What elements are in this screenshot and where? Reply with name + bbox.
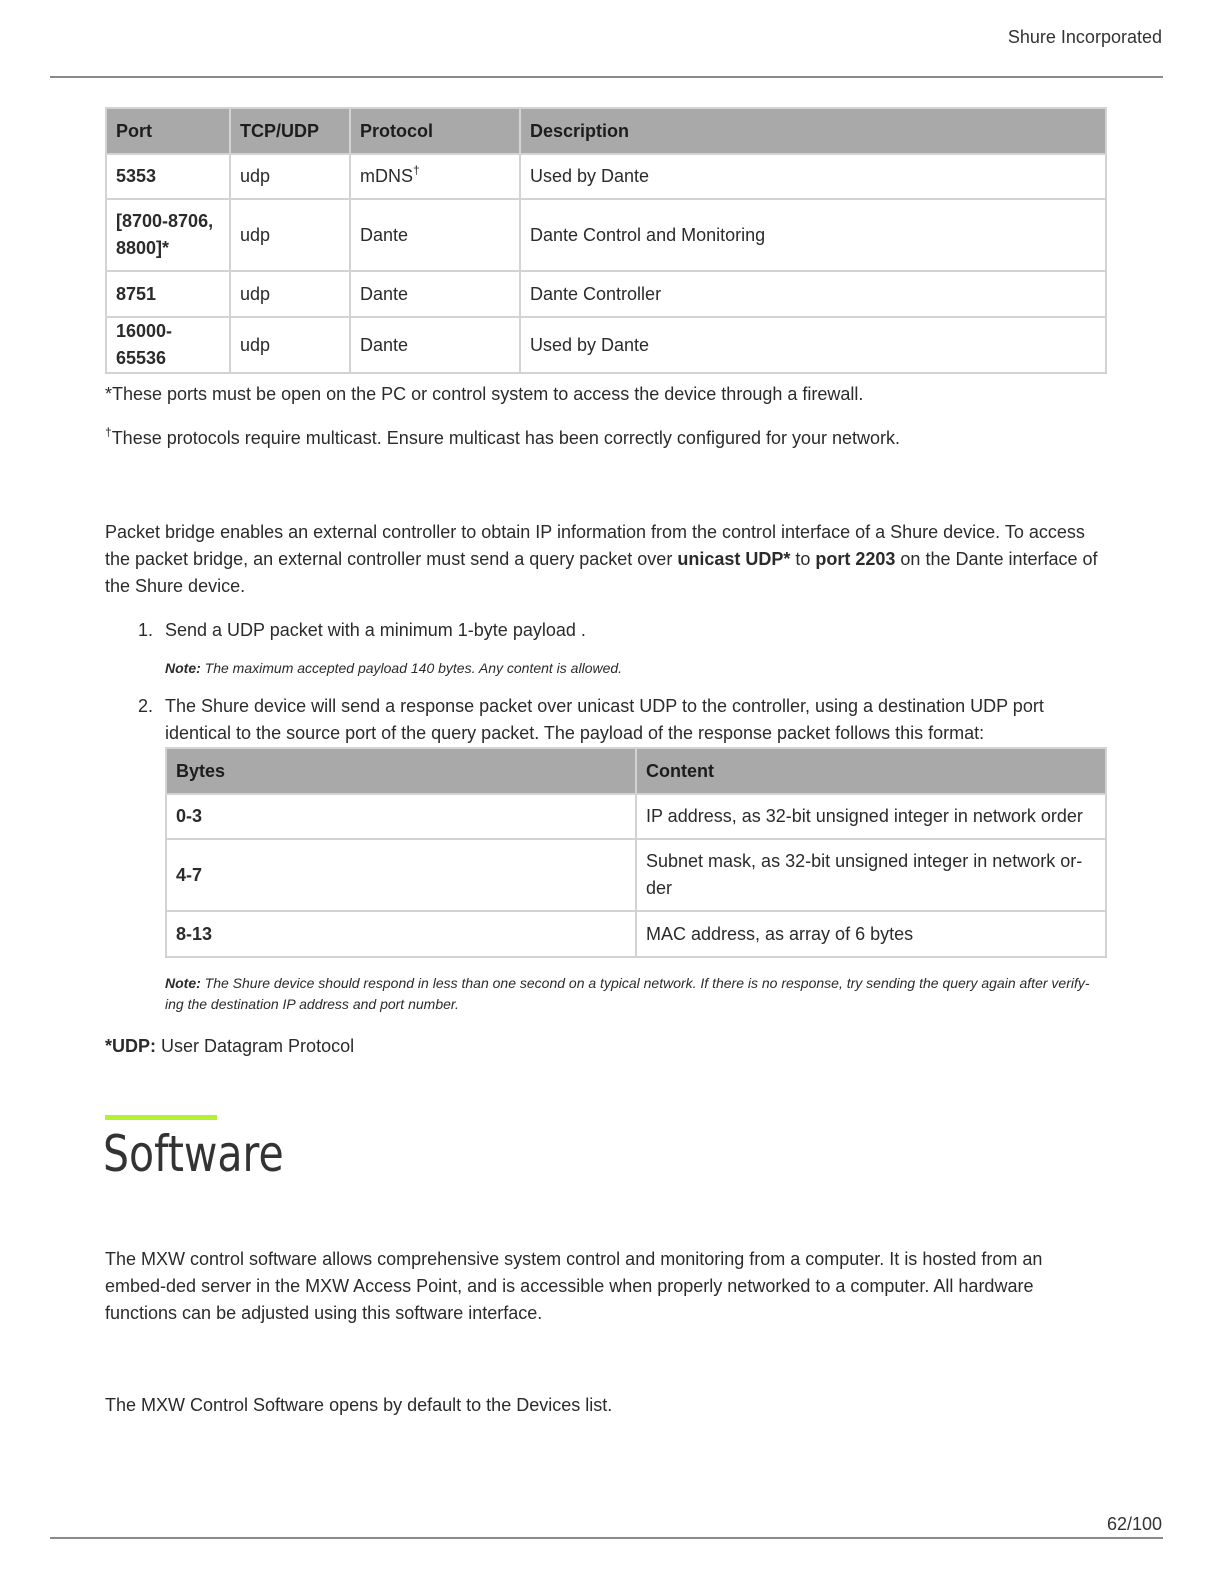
response-time-note bbox=[165, 973, 1107, 1015]
protocol-text: mDNS bbox=[360, 166, 413, 186]
table-row bbox=[166, 839, 1106, 911]
column-header: Description bbox=[520, 108, 1106, 154]
description-cell: Used by Dante bbox=[520, 154, 1106, 199]
step-number: 1. bbox=[138, 620, 154, 640]
column-header: Content bbox=[636, 748, 1106, 794]
table-row bbox=[106, 154, 1106, 199]
port-cell bbox=[106, 199, 230, 271]
transport-cell: udp bbox=[230, 271, 350, 317]
footer-divider bbox=[50, 1537, 1163, 1539]
column-header: Protocol bbox=[350, 108, 520, 154]
note-label: Note: bbox=[165, 975, 201, 991]
note-text: The Shure device should respond in less than one second on a typical network. If there is no response, try sending the query again after verify-ing the destination IP address and port number. bbox=[165, 975, 1090, 1012]
table-row bbox=[166, 911, 1106, 957]
dagger-mark: † bbox=[105, 425, 112, 439]
port-cell: 5353 bbox=[106, 154, 230, 199]
multicast-footnote-text: These protocols require multicast. Ensure multicast has been correctly configured for your network. bbox=[111, 428, 901, 448]
page-number: 62/100 bbox=[1106, 1514, 1162, 1534]
table-row bbox=[106, 317, 1106, 373]
table-header-row bbox=[166, 748, 1106, 794]
header-company-name: Shure Incorporated bbox=[1007, 27, 1162, 47]
column-header: Port bbox=[106, 108, 230, 154]
bytes-cell: 8-13 bbox=[166, 911, 636, 957]
table-row bbox=[106, 199, 1106, 271]
transport-cell: udp bbox=[230, 199, 350, 271]
note-label: Note: bbox=[165, 660, 201, 676]
intro-bold-udp: unicast UDP* bbox=[677, 549, 791, 569]
description-cell: Dante Control and Monitoring bbox=[520, 199, 1106, 271]
section-title: Software bbox=[103, 1125, 284, 1183]
protocol-cell: Dante bbox=[350, 271, 520, 317]
intro-text: to bbox=[790, 549, 816, 569]
ports-table bbox=[105, 107, 1107, 374]
protocol-cell: Dante bbox=[350, 199, 520, 271]
description-cell: Used by Dante bbox=[520, 317, 1106, 373]
devices-list-text: The MXW Control Software opens by default to the Devices list. bbox=[105, 1395, 613, 1415]
dagger-mark: † bbox=[413, 163, 420, 177]
intro-bold-port: port 2203 bbox=[815, 549, 896, 569]
firewall-footnote: *These ports must be open on the PC or control system to access the device through a firewall. bbox=[105, 384, 864, 404]
bytes-cell: 4-7 bbox=[166, 839, 636, 911]
column-header: Bytes bbox=[166, 748, 636, 794]
transport-cell: udp bbox=[230, 154, 350, 199]
transport-cell: udp bbox=[230, 317, 350, 373]
description-cell: Dante Controller bbox=[520, 271, 1106, 317]
response-format-table bbox=[165, 747, 1107, 958]
software-description: The MXW control software allows comprehensive system control and monitoring from a computer. It is hosted from an embed-ded server in the MXW Access Point, and is accessible when properly networked to a computer. All hardware functions can be adjusted using this software interface. bbox=[105, 1249, 1043, 1323]
port-cell: 8751 bbox=[106, 271, 230, 317]
udp-definition bbox=[105, 1033, 354, 1060]
port-cell: 16000-65536 bbox=[106, 317, 230, 373]
multicast-footnote bbox=[105, 425, 900, 452]
note-text: The maximum accepted payload 140 bytes. Any content is allowed. bbox=[200, 660, 623, 676]
table-row bbox=[166, 794, 1106, 839]
step-text: Send a UDP packet with a minimum 1-byte payload . bbox=[165, 620, 586, 640]
step-number: 2. bbox=[138, 696, 154, 716]
table-row bbox=[106, 271, 1106, 317]
port-text-line: [8700-8706, bbox=[116, 211, 214, 231]
protocol-cell bbox=[350, 154, 520, 199]
header-divider bbox=[50, 76, 1163, 78]
protocol-cell: Dante bbox=[350, 317, 520, 373]
content-cell: MAC address, as array of 6 bytes bbox=[636, 911, 1106, 957]
payload-note bbox=[165, 658, 622, 679]
content-cell: IP address, as 32-bit unsigned integer in network order bbox=[636, 794, 1106, 839]
column-header: TCP/UDP bbox=[230, 108, 350, 154]
udp-text: User Datagram Protocol bbox=[156, 1036, 355, 1056]
intro-text: Packet bridge enables an external controller to obtain IP information from the control interface of a Shure device. To access the packet bridge, an external controller must send a query packet over bbox=[105, 522, 1085, 569]
port-text-line: 8800]* bbox=[116, 238, 170, 258]
step-text: The Shure device will send a response packet over unicast UDP to the controller, using a destination UDP port identical to the source port of the query packet. The payload of the response packet follows this format: bbox=[165, 696, 1044, 743]
packet-bridge-intro bbox=[105, 519, 1107, 600]
bytes-cell: 0-3 bbox=[166, 794, 636, 839]
udp-label: *UDP: bbox=[105, 1036, 157, 1056]
content-cell: Subnet mask, as 32-bit unsigned integer in network or-der bbox=[636, 839, 1106, 911]
intro-text: on the Dante interface of the Shure device. bbox=[105, 549, 1098, 596]
section-accent-bar bbox=[105, 1115, 217, 1120]
table-header-row bbox=[106, 108, 1106, 154]
